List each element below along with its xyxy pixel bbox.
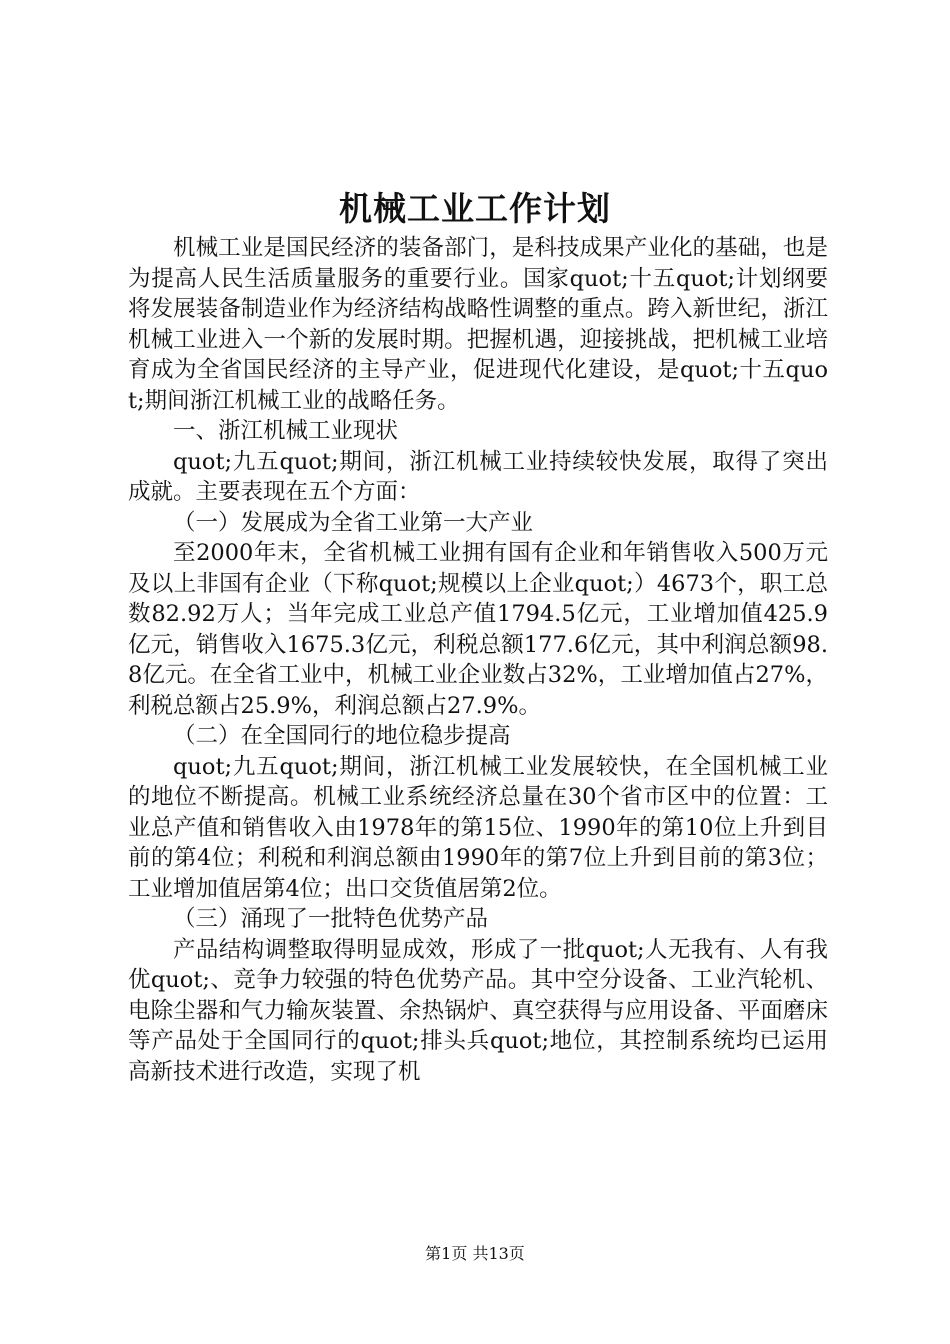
document-body xyxy=(128,233,828,1087)
subsection-heading-3: （三）涌现了一批特色优势产品 xyxy=(173,906,489,932)
paragraph-industry-stats: 至2000年末，全省机械工业拥有国有企业和年销售收入500万元及以上非国有企业（下称quot;规模以上企业quot;）4673个，职工总数82.92万人；当年完成工业总产值1794.5亿元，工业增加值425.9亿元，销售收入1675.3亿元，利税总额177.6亿元，其中利润总额98.8亿元。在全省工业中，机械工业企业数占32%，工业增加值占27%，利税总额占25.9%，利润总额占27.9%。 xyxy=(128,540,828,719)
paragraph-national-rank: quot;九五quot;期间，浙江机械工业发展较快，在全国机械工业的地位不断提高。机械工业系统经济总量在30个省市区中的位置：工业总产值和销售收入由1978年的第15位、1990年的第10位上升到目前的第4位；利税和利润总额由1990年的第7位上升到目前的第3位；工业增加值居第4位；出口交货值居第2位。 xyxy=(128,753,828,902)
paragraph-intro: 机械工业是国民经济的装备部门，是科技成果产业化的基础，也是为提高人民生活质量服务的重要行业。国家quot;十五quot;计划纲要将发展装备制造业作为经济结构战略性调整的重点。跨入新世纪，浙江机械工业进入一个新的发展时期。把握机遇，迎接挑战，把机械工业培育成为全省国民经济的主导产业，促进现代化建设，是quot;十五quot;期间浙江机械工业的战略任务。 xyxy=(128,235,828,414)
document-title: 机械工业工作计划 xyxy=(339,189,611,228)
paragraph-products: 产品结构调整取得明显成效，形成了一批quot;人无我有、人有我优quot;、竞争力较强的特色优势产品。其中空分设备、工业汽轮机、电除尘器和气力输灰装置、余热锅炉、真空获得与应用设备、平面磨床等产品处于全国同行的quot;排头兵quot;地位，其控制系统均已运用高新技术进行改造，实现了机 xyxy=(128,936,828,1085)
page-number-footer: 第1页 共13页 xyxy=(425,1244,525,1263)
section-heading-1: 一、浙江机械工业现状 xyxy=(173,418,399,444)
subsection-heading-2: （二）在全国同行的地位稳步提高 xyxy=(173,723,511,749)
subsection-heading-1: （一）发展成为全省工业第一大产业 xyxy=(173,509,534,536)
paragraph-overview: quot;九五quot;期间，浙江机械工业持续较快发展，取得了突出成就。主要表现在五个方面： xyxy=(128,448,828,505)
